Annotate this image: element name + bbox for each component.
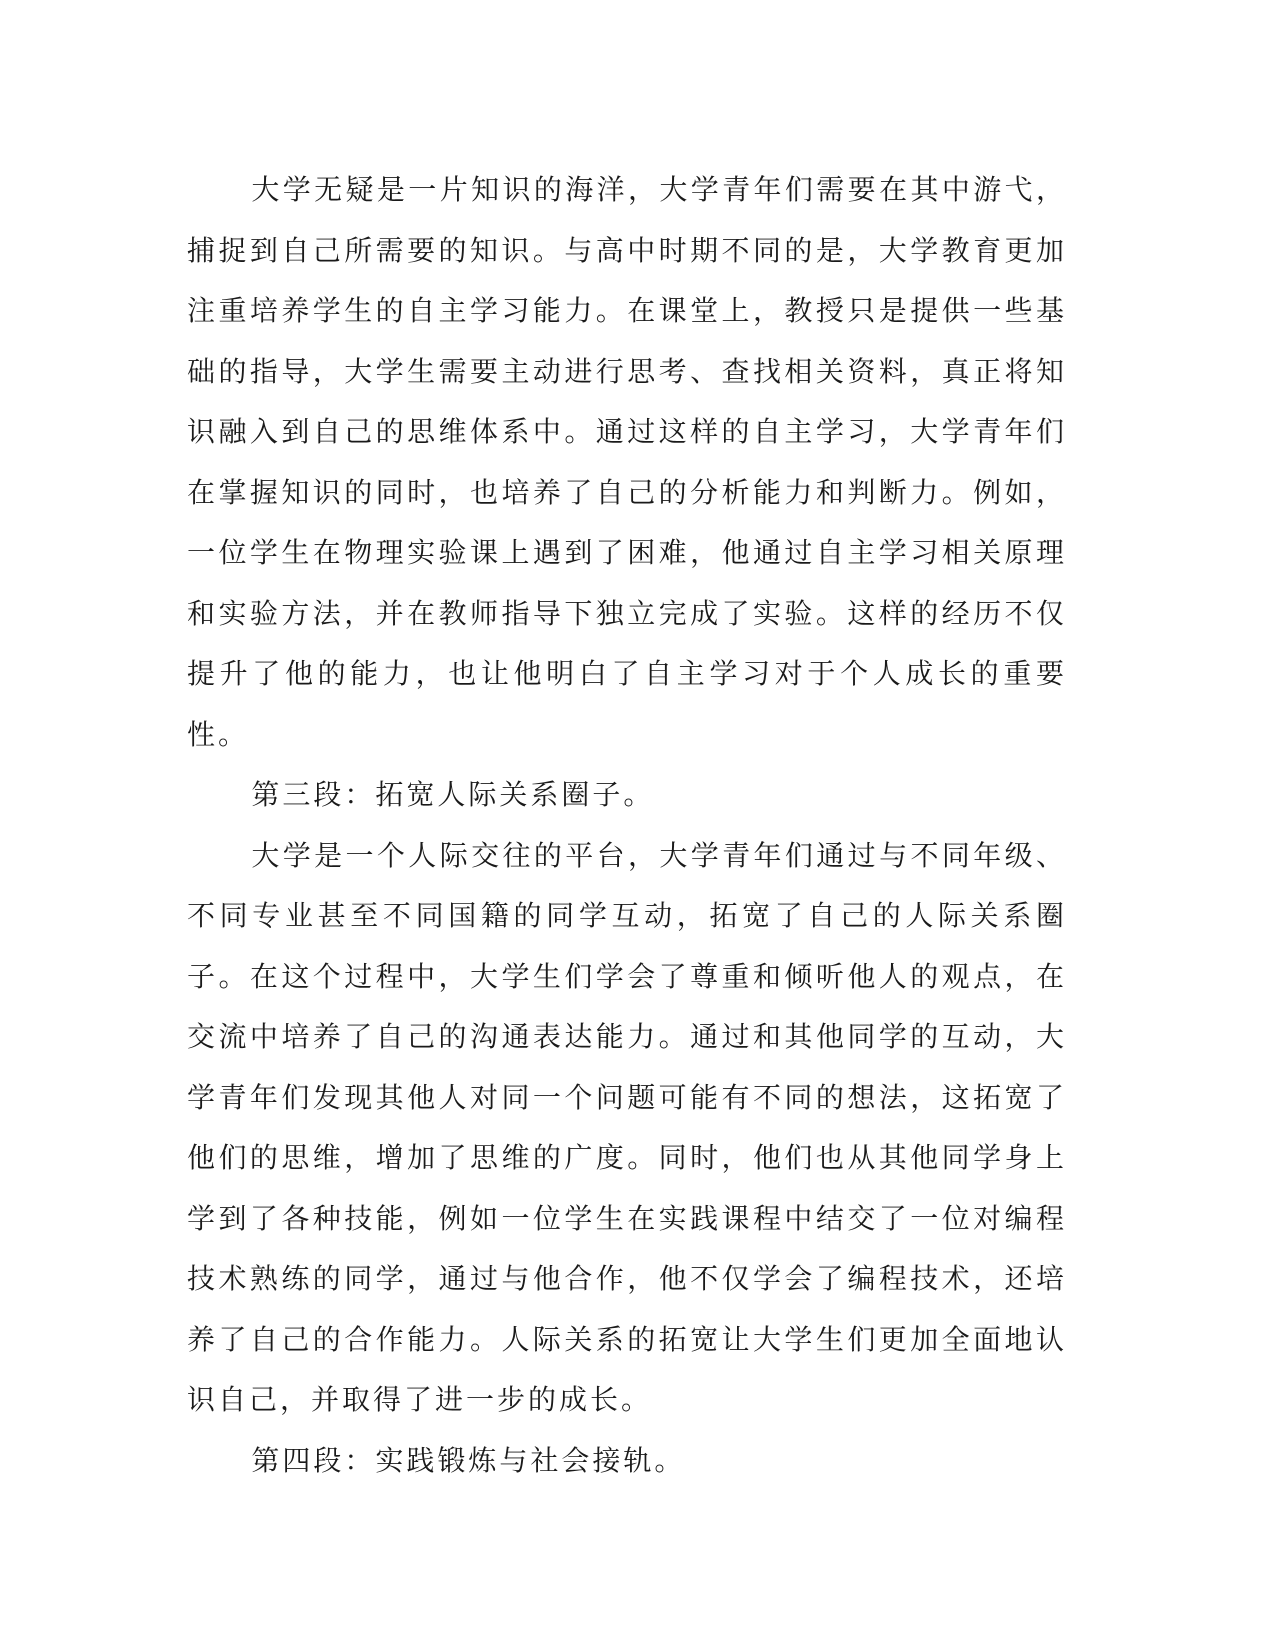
body-paragraph-self-study: 大学无疑是一片知识的海洋，大学青年们需要在其中游弋，捕捉到自己所需要的知识。与高中时期不同的是，大学教育更加注重培养学生的自主学习能力。在课堂上，教授只是提供一些基础的指导，大学生需要主动进行思考、查找相关资料，真正将知识融入到自己的思维体系中。通过这样的自主学习，大学青年们在掌握知识的同时，也培养了自己的分析能力和判断力。例如，一位学生在物理实验课上遇到了困难，他通过自主学习相关原理和实验方法，并在教师指导下独立完成了实验。这样的经历不仅提升了他的能力，也让他明白了自主学习对于个人成长的重要性。 — [187, 173, 1067, 751]
body-paragraph-relationships: 大学是一个人际交往的平台，大学青年们通过与不同年级、不同专业甚至不同国籍的同学互动，拓宽了自己的人际关系圈子。在这个过程中，大学生们学会了尊重和倾听他人的观点，在交流中培养了自己的沟通表达能力。通过和其他同学的互动，大学青年们发现其他人对同一个问题可能有不同的想法，这拓宽了他们的思维，增加了思维的广度。同时，他们也从其他同学身上学到了各种技能，例如一位学生在实践课程中结交了一位对编程技术熟练的同学，通过与他合作，他不仅学会了编程技术，还培养了自己的合作能力。人际关系的拓宽让大学生们更加全面地认识自己，并取得了进一步的成长。 — [187, 838, 1067, 1416]
section-heading-4: 第四段：实践锻炼与社会接轨。 — [251, 1443, 686, 1477]
document-body — [187, 160, 1067, 1491]
section-heading-3: 第三段：拓宽人际关系圈子。 — [251, 778, 655, 811]
